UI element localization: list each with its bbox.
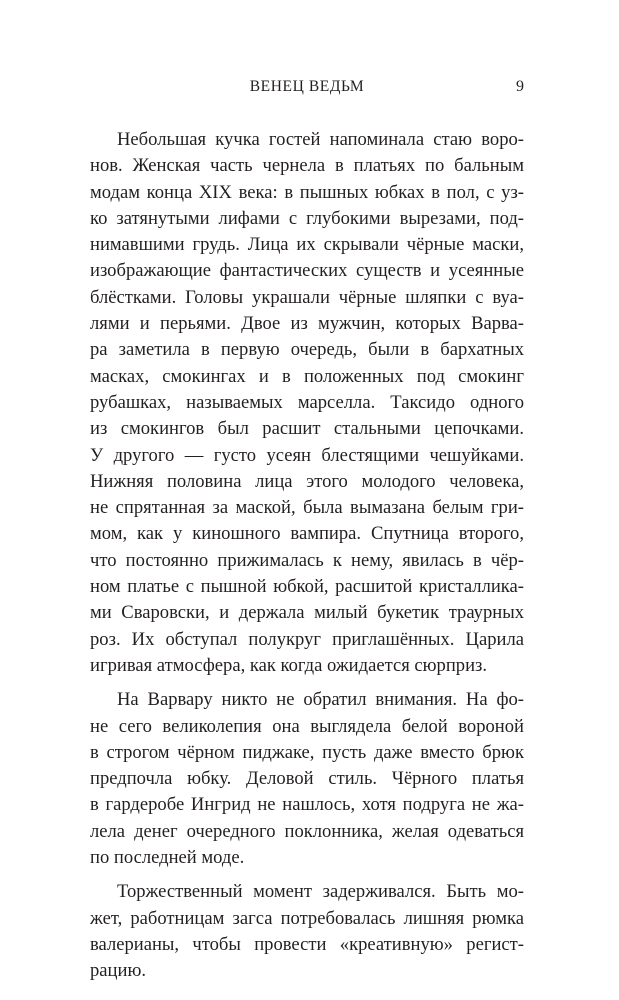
text-line: модам конца XIX века: в пышных юбках в пол, с уз- [90, 181, 524, 203]
text-line: лела денег очередного поклонника, желая одеваться [90, 820, 524, 842]
text-line: не спрятанная за маской, была вымазана белым гри- [90, 497, 524, 519]
text-line: лями и перьями. Двое из мужчин, которых Варва- [90, 313, 524, 335]
text-line: жет, работницам загса потребовалась лишняя рюмка [90, 907, 524, 929]
text-line: ми Сваровски, и держала милый букетик траурных [90, 602, 524, 624]
text-line: мом, как у киношного вампира. Спутница второго, [90, 523, 524, 545]
text-line: масках, смокингах и в положенных под смокинг [90, 365, 524, 387]
text-line: рубашках, называемых марселла. Таксидо одного [90, 391, 524, 413]
paragraph [90, 127, 524, 679]
text-line: На Варвару никто не обратил внимания. На фо- [117, 689, 524, 711]
text-line: по последней моде. [90, 847, 245, 869]
running-title: ВЕНЕЦ ВЕДЬМ [249, 78, 365, 95]
text-line: рацию. [90, 960, 146, 982]
text-line: Нижняя половина лица этого молодого человека, [90, 470, 524, 492]
body-text [90, 127, 524, 993]
text-line: роз. Их обступал полукруг приглашённых. Царила [90, 628, 524, 650]
text-line: нимавшими грудь. Лица их скрывали чёрные маски, [90, 234, 524, 256]
text-line: ко затянутыми лифами с глубокими вырезами, под- [90, 207, 524, 229]
text-line: валерианы, чтобы провести «креативную» регист- [90, 933, 524, 955]
text-line: что постоянно прижималась к нему, явилась в чёр- [90, 549, 524, 571]
text-line: предпочла юбку. Деловой стиль. Чёрного платья [90, 768, 524, 790]
paragraph [90, 879, 524, 984]
page-number: 9 [516, 78, 524, 95]
text-line: в гардеробе Ингрид не нашлось, хотя подруга не жа- [90, 794, 524, 816]
text-line: ном платье с пышной юбкой, расшитой кристаллика- [90, 576, 524, 598]
running-header [90, 78, 524, 100]
text-line: нов. Женская часть чернела в платьях по бальным [90, 155, 524, 177]
text-line: игривая атмосфера, как когда ожидается сюрприз. [90, 654, 488, 676]
text-line: Торжественный момент задерживался. Быть мо- [117, 881, 524, 903]
text-line: из смокингов был расшит стальными цепочками. [90, 418, 524, 440]
text-line: У другого — густо усеян блестящими чешуйками. [90, 444, 524, 466]
text-line: не сего великолепия она выглядела белой вороной [90, 715, 524, 737]
paragraph [90, 687, 524, 871]
text-line: блёстками. Головы украшали чёрные шляпки с вуа- [90, 286, 524, 308]
text-line: Небольшая кучка гостей напоминала стаю воро- [117, 129, 524, 150]
text-line: в строгом чёрном пиджаке, пусть даже вместо брюк [90, 741, 524, 763]
text-line: ра заметила в первую очередь, были в бархатных [90, 339, 524, 361]
text-line: изображающие фантастических существ и усеянные [90, 260, 524, 282]
